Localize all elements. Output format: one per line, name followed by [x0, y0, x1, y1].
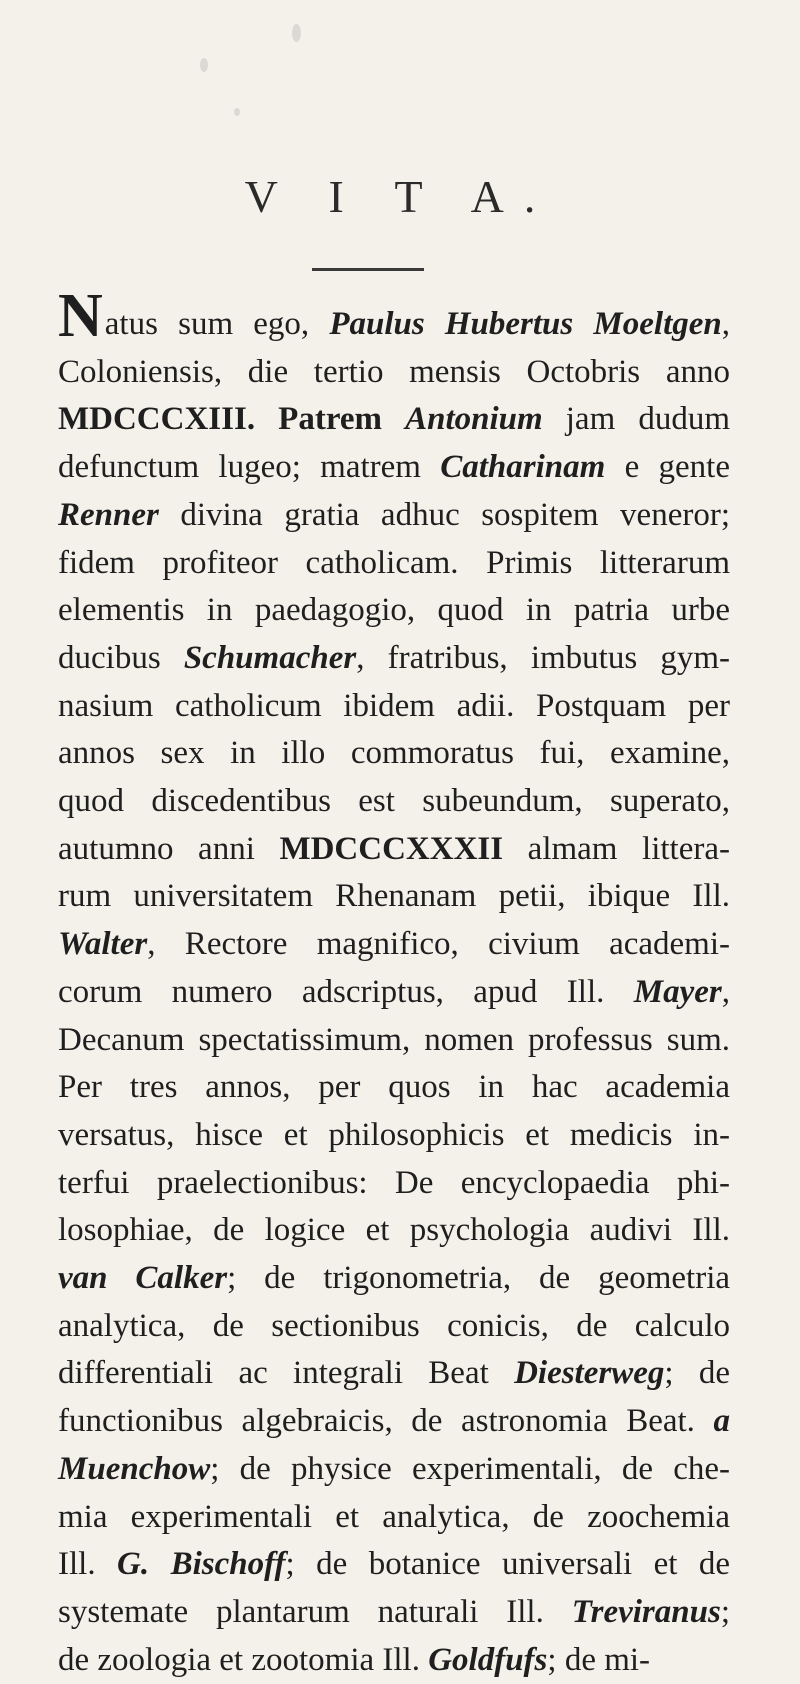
text-line: [58, 587, 730, 635]
text-segment: analytica, de sectionibus conicis, de calculo: [58, 1307, 730, 1344]
heading-rule: [312, 268, 424, 271]
text-line: [58, 730, 730, 778]
page-heading: V I T A.: [244, 171, 556, 222]
ink-smudge: [234, 108, 240, 116]
text-segment: autumno anni: [58, 830, 280, 867]
text-segment: MDCCCXIII. Patrem: [58, 401, 406, 438]
text-segment: annos sex in illo commoratus fui, examine,: [58, 735, 730, 772]
text-segment: MDCCCXXXII: [279, 830, 504, 867]
text-line: [58, 1350, 730, 1398]
text-segment: Catharinam: [440, 449, 606, 486]
text-segment: ; de botanice universali et de: [285, 1546, 730, 1583]
text-line: [58, 1303, 730, 1351]
text-line: [58, 1589, 730, 1637]
text-segment: defunctum lugeo; matrem: [58, 449, 441, 486]
text-segment: Mayer: [633, 973, 722, 1010]
ink-smudge: [200, 58, 208, 72]
text-segment: ; de trigonometria, de geometria: [227, 1260, 731, 1297]
text-line: [58, 826, 730, 874]
vita-body-text: [58, 282, 731, 1684]
text-line: [58, 1541, 730, 1589]
text-segment: Diesterweg: [514, 1355, 665, 1392]
text-segment: ;: [720, 1593, 730, 1630]
text-segment: Muenchow: [58, 1450, 211, 1487]
text-line: [58, 778, 730, 826]
text-segment: ,: [721, 306, 730, 342]
text-segment: ducibus: [58, 639, 184, 676]
text-line: [58, 1255, 730, 1303]
text-segment: atus sum ego,: [104, 306, 330, 342]
text-segment: , fratribus, imbutus gym-: [356, 639, 730, 676]
text-segment: G. Bischoff: [117, 1546, 286, 1583]
text-segment: mia experimentali et analytica, de zoochemia: [58, 1498, 730, 1535]
text-segment: Antonium: [405, 401, 543, 438]
text-segment: van Calker: [58, 1260, 228, 1297]
text-line: [58, 396, 730, 444]
text-segment: functionibus algebraicis, de astronomia Beat.: [58, 1403, 714, 1440]
text-line: [58, 1112, 730, 1160]
text-segment: Paulus Hubertus Moeltgen: [329, 306, 722, 342]
text-segment: Walter: [58, 926, 148, 963]
text-segment: Ill.: [58, 1546, 118, 1583]
text-line: [58, 1398, 730, 1446]
text-segment: ; de mi-: [547, 1641, 651, 1678]
text-segment: Renner: [58, 496, 159, 533]
text-segment: Goldfufs: [428, 1641, 548, 1678]
text-segment: divina gratia adhuc sospitem veneror;: [158, 496, 730, 533]
text-segment: ; de physice experimentali, de che-: [210, 1450, 730, 1487]
text-segment: de zoologia et zootomia Ill.: [58, 1641, 429, 1678]
text-line: [58, 1494, 730, 1542]
text-line: [58, 1064, 730, 1112]
text-segment: rum universitatem Rhenanam petii, ibique Ill.: [58, 878, 730, 915]
text-segment: nasium catholicum ibidem adii. Postquam per: [58, 687, 730, 724]
text-segment: elementis in paedagogio, quod in patria urbe: [58, 592, 730, 629]
text-segment: quod discedentibus est subeundum, superato,: [58, 783, 730, 820]
text-line: [58, 349, 730, 397]
text-segment: almam littera-: [503, 830, 730, 867]
text-segment: Coloniensis, die tertio mensis Octobris anno: [58, 353, 730, 390]
text-segment: ,: [721, 973, 730, 1010]
text-segment: Decanum spectatissimum, nomen professus sum.: [58, 1021, 730, 1058]
text-line: [58, 921, 730, 969]
text-segment: losophiae, de logice et psychologia audivi Ill.: [58, 1212, 730, 1249]
drop-cap: N: [58, 282, 103, 350]
text-segment: corum numero adscriptus, apud Ill.: [58, 973, 634, 1010]
text-line: [58, 1446, 730, 1494]
text-segment: a: [713, 1403, 730, 1440]
text-line: [58, 1017, 730, 1065]
text-segment: terfui praelectionibus: De encyclopaedia phi-: [58, 1164, 730, 1201]
text-line: [58, 1160, 730, 1208]
ink-smudge: [292, 24, 301, 42]
text-segment: , Rectore magnifico, civium academi-: [147, 926, 730, 963]
text-segment: versatus, hisce et philosophicis et medicis in-: [58, 1116, 730, 1153]
text-segment: ; de: [664, 1355, 730, 1392]
text-segment: Per tres annos, per quos in hac academia: [58, 1069, 730, 1106]
text-line: [58, 683, 730, 731]
text-line: [58, 540, 730, 588]
text-line: [58, 1207, 730, 1255]
text-segment: systemate plantarum naturali Ill.: [58, 1593, 572, 1630]
text-segment: fidem profiteor catholicam. Primis litterarum: [58, 544, 730, 581]
text-line: [58, 1637, 730, 1684]
text-segment: jam dudum: [542, 401, 730, 438]
text-segment: differentiali ac integrali Beat: [58, 1355, 515, 1392]
text-line: [58, 873, 730, 921]
text-line: [58, 969, 730, 1017]
text-line: [58, 492, 730, 540]
text-line: [58, 282, 730, 350]
text-line: [58, 635, 730, 683]
text-segment: e gente: [605, 449, 730, 486]
text-line: [58, 444, 730, 492]
text-segment: Treviranus: [571, 1593, 721, 1630]
text-segment: Schumacher: [183, 639, 357, 676]
